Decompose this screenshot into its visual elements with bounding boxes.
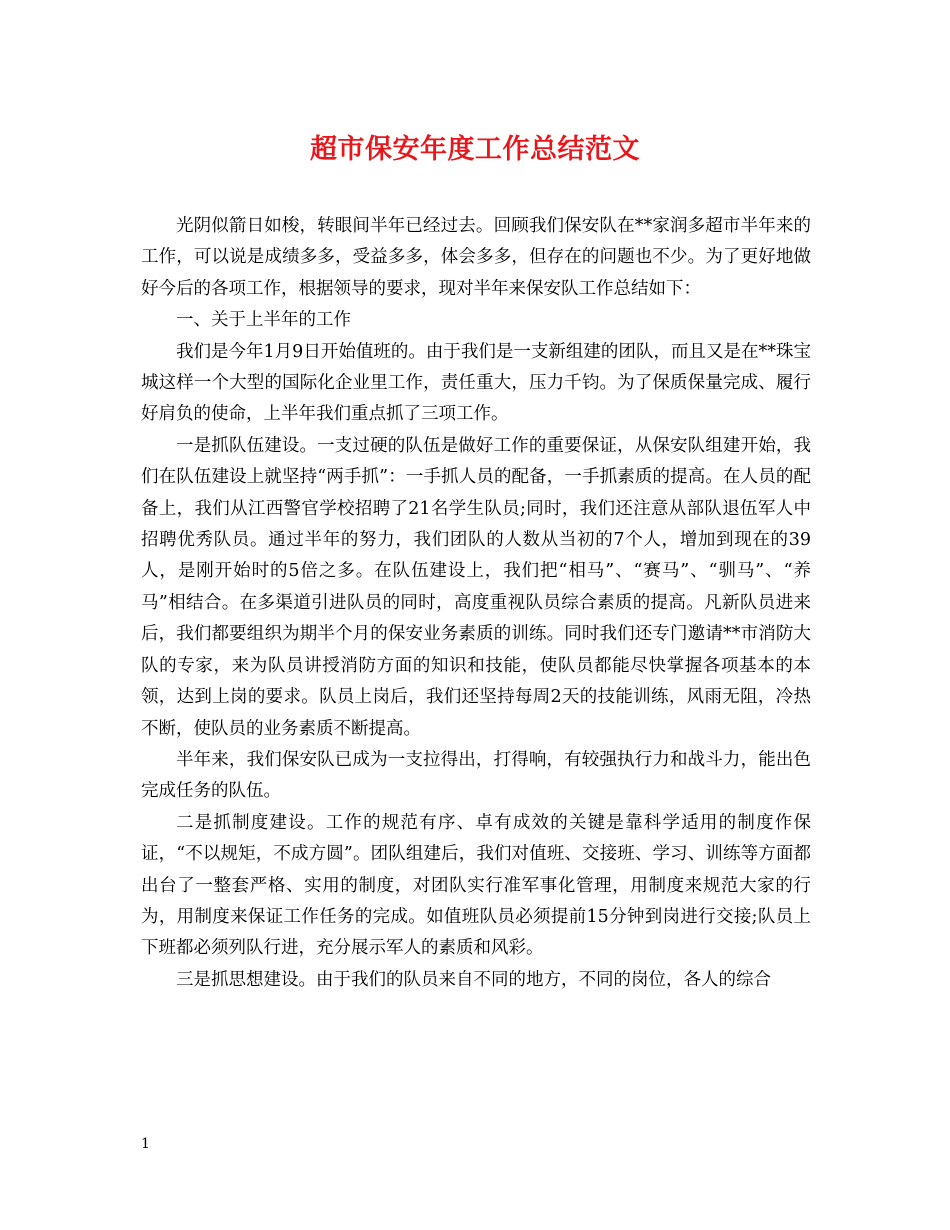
paragraph: 一是抓队伍建设。一支过硬的队伍是做好工作的重要保证，从保安队组建开始，我们在队伍建设上就坚持“两手抓”：一手抓人员的配备，一手抓素质的提高。在人员的配备上，我们从江西警官学校招聘了21名学生队员;同时，我们还注意从部队退伍军人中招聘优秀队员。通过半年的努力，我们团队的人数从当初的7个人，增加到现在的39人，是刚开始时的5倍之多。在队伍建设上，我们把“相马”、“赛马”、“驯马”、“养马”相结合。在多渠道引进队员的同时，高度重视队员综合素质的提高。凡新队员进来后，我们都要组织为期半个月的保安业务素质的训练。同时我们还专门邀请**市消防大队的专家，来为队员讲授消防方面的知识和技能，使队员都能尽快掌握各项基本的本领，达到上岗的要求。队员上岗后，我们还坚持每周2天的技能训练，风雨无阻，冷热不断，使队员的业务素质不断提高。 (141, 435, 811, 739)
paragraph-intro: 光阴似箭日如梭，转眼间半年已经过去。回顾我们保安队在**家润多超市半年来的工作，可以说是成绩多多，受益多多，体会多多，但存在的问题也不少。为了更好地做好今后的各项工作，根据领导的要求，现对半年来保安队工作总结如下： (141, 216, 811, 299)
section-heading: 一、关于上半年的工作 (176, 310, 351, 331)
paragraph: 我们是今年1月9日开始值班的。由于我们是一支新组建的团队，而且又是在**珠宝城这样一个大型的国际化企业里工作，责任重大，压力千钧。为了保质保量完成、履行好肩负的使命，上半年我们重点抓了三项工作。 (141, 341, 811, 425)
paragraph: 半年来，我们保安队已成为一支拉得出，打得响，有较强执行力和战斗力，能出色完成任务的队伍。 (141, 749, 811, 802)
page-number: 1 (141, 1136, 150, 1152)
paragraph: 三是抓思想建设。由于我们的队员来自不同的地方，不同的岗位，各人的综合 (176, 969, 771, 990)
document-title: 超市保安年度工作总结范文 (310, 134, 640, 165)
document-body (141, 211, 811, 996)
paragraph: 二是抓制度建设。工作的规范有序、卓有成效的关键是靠科学适用的制度作保证，“不以规矩，不成方圆”。团队组建后，我们对值班、交接班、学习、训练等方面都出台了一整套严格、实用的制度，对团队实行准军事化管理，用制度来规范大家的行为，用制度来保证工作任务的完成。如值班队员必须提前15分钟到岗进行交接;队员上下班都必须列队行进，充分展示军人的素质和风彩。 (141, 812, 811, 959)
